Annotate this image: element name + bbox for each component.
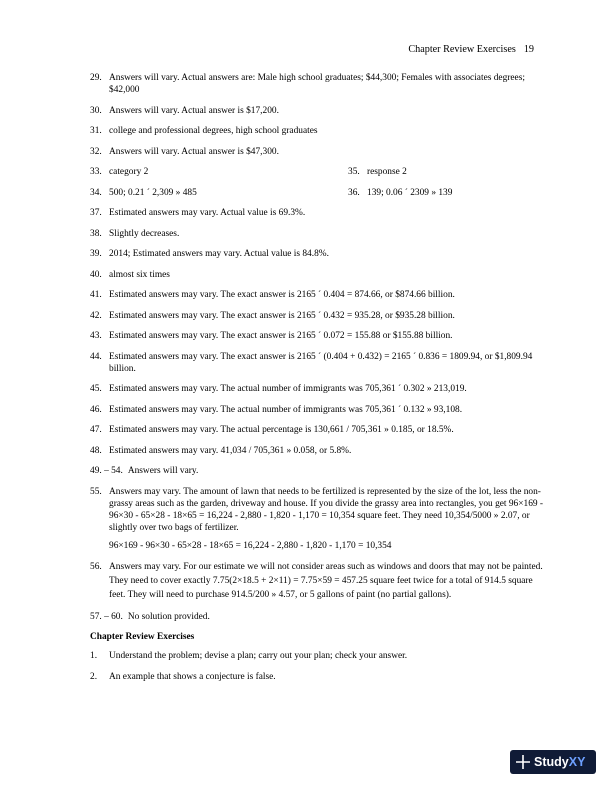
answer-item bbox=[90, 330, 550, 342]
answer-item bbox=[90, 125, 550, 137]
item-text: Estimated answers may vary. The exact answer is 2165 ´ 0.072 = 155.88 or $155.88 billion. bbox=[109, 331, 453, 341]
item-number: 2. bbox=[90, 671, 98, 682]
item-number: 41. bbox=[90, 290, 102, 300]
review-item bbox=[90, 671, 550, 683]
item-number: 44. bbox=[90, 351, 102, 362]
item-number: 45. bbox=[90, 384, 102, 394]
item-text: Answers may vary. For our estimate we will not consider areas such as windows and doors that may not be painted. They need to cover exactly 7.75(2×18.5 + 2×11) = 7.75×59 = 457.25 square feet twice for a total of 914.5 square feet. They will need to purchase 914.5/200 » 4.57, or 5 gallons of paint (no partial gallons). bbox=[109, 562, 543, 600]
item-number: 29. bbox=[90, 73, 102, 83]
answer-item bbox=[90, 146, 550, 158]
item-number: 32. bbox=[90, 146, 102, 157]
answer-item bbox=[90, 486, 550, 552]
item-text: Estimated answers may vary. Actual value is 69.3%. bbox=[109, 208, 306, 218]
answer-item bbox=[90, 445, 550, 457]
answer-item bbox=[90, 404, 550, 416]
item-text: 2014; Estimated answers may vary. Actual value is 84.8%. bbox=[109, 249, 329, 259]
item-number: 42. bbox=[90, 310, 102, 321]
logo-text: StudyXY bbox=[534, 755, 586, 769]
item-number: 31. bbox=[90, 126, 102, 136]
item-text: Understand the problem; devise a plan; carry out your plan; check your answer. bbox=[109, 651, 408, 661]
item-text: college and professional degrees, high school graduates bbox=[109, 126, 318, 136]
answer-pair-row bbox=[90, 187, 550, 199]
item-text: Slightly decreases. bbox=[109, 228, 180, 239]
item-text: category 2 bbox=[109, 167, 149, 177]
item-number: 43. bbox=[90, 331, 102, 341]
item-number: 56. bbox=[90, 562, 102, 572]
answer-item bbox=[90, 465, 550, 477]
item-number: 49. – 54. bbox=[90, 466, 123, 476]
answer-item bbox=[90, 560, 550, 602]
answer-item bbox=[90, 228, 550, 240]
answer-item bbox=[90, 269, 550, 281]
item-text: Estimated answers may vary. The exact answer is 2165 ´ 0.404 = 874.66, or $874.66 billion. bbox=[109, 290, 455, 300]
answer-item bbox=[90, 351, 550, 375]
page-number: 19 bbox=[523, 44, 534, 55]
answer-item bbox=[90, 105, 550, 117]
item-text: Estimated answers may vary. The actual number of immigrants was 705,361 ´ 0.132 » 93,108. bbox=[109, 404, 463, 415]
answer-list bbox=[90, 72, 550, 691]
answer-item bbox=[90, 383, 550, 395]
page-header bbox=[408, 44, 534, 55]
item-text: 139; 0.06 ´ 2309 » 139 bbox=[367, 187, 453, 198]
answer-item bbox=[90, 289, 550, 301]
item-number: 47. bbox=[90, 425, 102, 435]
item-number: 39. bbox=[90, 249, 102, 259]
item-text: 500; 0.21 ´ 2,309 » 485 bbox=[109, 187, 197, 198]
item-number: 40. bbox=[90, 269, 102, 280]
item-text: Estimated answers may vary. The actual percentage is 130,661 / 705,361 » 0.185, or 18.5%. bbox=[109, 425, 454, 435]
answer-item bbox=[90, 72, 550, 96]
item-number: 48. bbox=[90, 445, 102, 456]
item-number: 33. bbox=[90, 167, 102, 177]
item-number: 37. bbox=[90, 208, 102, 218]
answer-item bbox=[90, 207, 550, 219]
answer-item bbox=[90, 424, 550, 436]
studyxy-logo bbox=[510, 750, 596, 774]
item-text: Answers may vary. The amount of lawn that needs to be fertilized is represented by the size of the lot, less the non-grassy areas such as the garden, driveway and house. If you divide the grassy area into rectangles, you get 96×169 - 96×30 - 65×28 - 18×65 = 16,224 - 2,880 - 1,820 - 1,170 = 10,354 square feet. They need 10,354/5000 » 2.07, or slightly over two bags of fertilizer. bbox=[109, 486, 544, 533]
item-number: 36. bbox=[348, 187, 360, 198]
item-number: 46. bbox=[90, 404, 102, 415]
item-number: 30. bbox=[90, 105, 102, 116]
item-text: Answers will vary. bbox=[127, 466, 199, 476]
item-text: Estimated answers may vary. The actual number of immigrants was 705,361 ´ 0.302 » 213,019. bbox=[109, 384, 467, 394]
item-number: 55. bbox=[90, 486, 102, 497]
item-text: almost six times bbox=[109, 269, 170, 280]
fertilizer-formula: 96×169 - 96×30 - 65×28 - 18×65 = 16,224 - 2,880 - 1,820 - 1,170 = 10,354 bbox=[109, 540, 392, 551]
item-text: response 2 bbox=[367, 167, 407, 177]
item-text: Estimated answers may vary. 41,034 / 705,361 » 0.058, or 5.8%. bbox=[109, 445, 352, 456]
item-text: Estimated answers may vary. The exact answer is 2165 ´ (0.404 + 0.432) = 2165 ´ 0.836 = 1809.94, or $1,809.94 billion. bbox=[109, 351, 533, 374]
item-number: 34. bbox=[90, 187, 102, 198]
item-text: Answers will vary. Actual answer is $17,200. bbox=[109, 105, 279, 116]
item-text: Answers will vary. Actual answers are: Male high school graduates; $44,300; Females with associates degrees; $42,000 bbox=[109, 73, 525, 95]
item-number: 57. – 60. bbox=[90, 611, 123, 622]
item-number: 38. bbox=[90, 228, 102, 239]
answer-pair-row bbox=[90, 166, 550, 178]
item-text: Answers will vary. Actual answer is $47,300. bbox=[109, 146, 279, 157]
plus-sparkle-icon bbox=[516, 755, 530, 769]
review-item bbox=[90, 650, 550, 662]
answer-item bbox=[90, 310, 550, 322]
answer-item bbox=[90, 248, 550, 260]
item-text: Estimated answers may vary. The exact answer is 2165 ´ 0.432 = 935.28, or $935.28 billion. bbox=[109, 310, 455, 321]
section-heading: Chapter Review Exercises bbox=[90, 632, 195, 642]
item-text: An example that shows a conjecture is false. bbox=[109, 671, 276, 682]
answer-item bbox=[90, 611, 550, 623]
header-title: Chapter Review Exercises bbox=[408, 44, 516, 55]
item-number: 35. bbox=[348, 167, 360, 177]
item-number: 1. bbox=[90, 651, 98, 661]
item-text: No solution provided. bbox=[127, 611, 210, 622]
